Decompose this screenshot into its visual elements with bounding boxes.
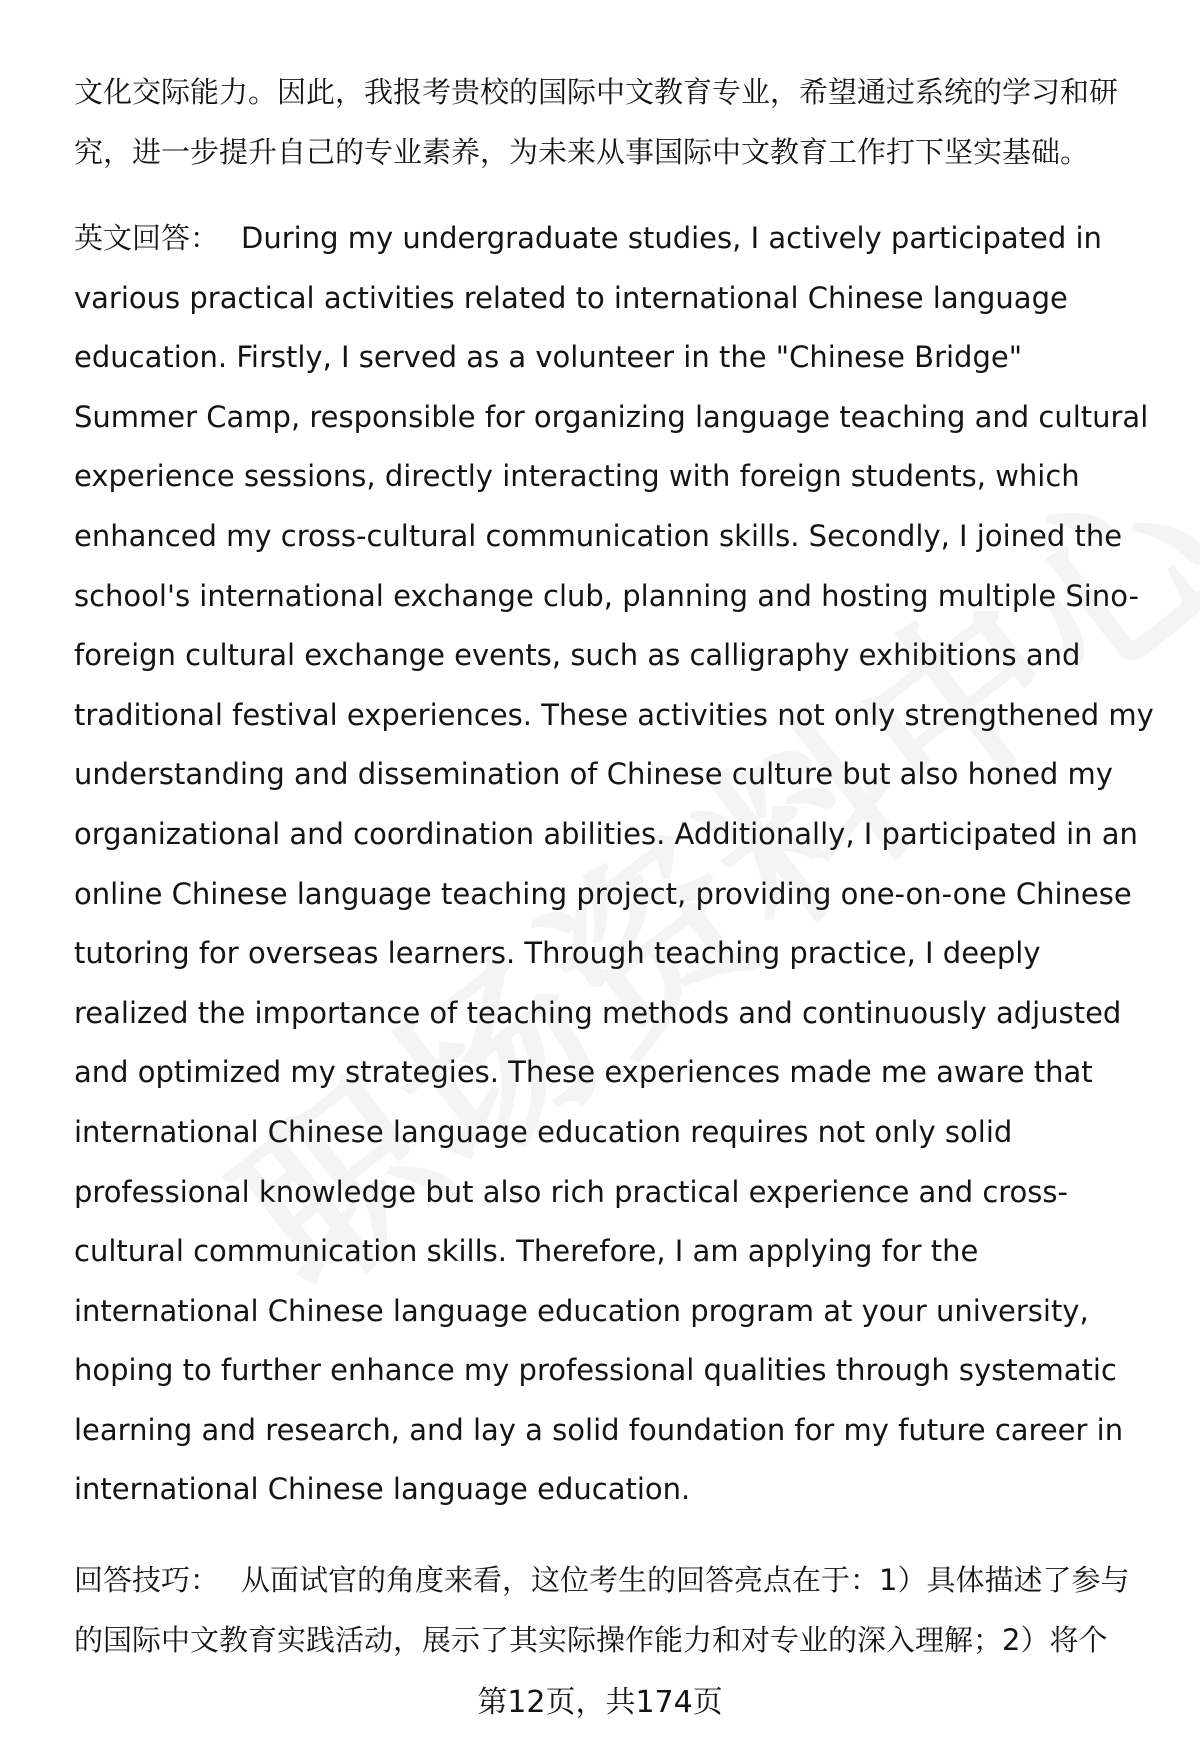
english-answer-label: 英文回答： xyxy=(74,221,220,255)
english-answer-text: During my undergraduate studies, I actively participated in various practical activities related to international Chinese language education. Firstly, I served as a volunteer in the "Chinese Bridge" Summer Camp, responsible for organizing language teaching and cultural experience sessions, directly interacting with foreign students, which enhanced my cross-cultural communication skills. Secondly, I joined the school's international exchange club, planning and hosting multiple Sino-foreign cultural exchange events, such as calligraphy exhibitions and traditional festival experiences. These activities not only strengthened my understanding and dissemination of Chinese culture but also honed my organizational and coordination abilities. Additionally, I participated in an online Chinese language teaching project, providing one-on-one Chinese tutoring for overseas learners. Through teaching practice, I deeply realized the importance of teaching methods and continuously adjusted and optimized my strategies. These experiences made me aware that international Chinese language education requires not only solid professional knowledge but also rich practical experience and cross-cultural communication skills. Therefore, I am applying for the international Chinese language education program at your university, hoping to further enhance my professional qualities through systematic learning and research, and lay a solid foundation for my future career in international Chinese language education. xyxy=(74,221,1154,1507)
answer-tips-text: 从面试官的角度来看，这位考生的回答亮点在于：1）具体描述了参与的国际中文教育实践活动，展示了其实际操作能力和对专业的深入理解；2）将个 xyxy=(74,1563,1130,1657)
english-answer-paragraph xyxy=(74,209,1154,1520)
answer-tips-label: 回答技巧： xyxy=(74,1563,220,1597)
continued-paragraph: 文化交际能力。因此，我报考贵校的国际中文教育专业，希望通过系统的学习和研究，进一步提升自己的专业素养，为未来从事国际中文教育工作打下坚实基础。 xyxy=(74,75,1119,169)
page-number-footer: 第12页，共174页 xyxy=(477,1685,723,1720)
answer-tips-paragraph xyxy=(74,1551,1154,1670)
